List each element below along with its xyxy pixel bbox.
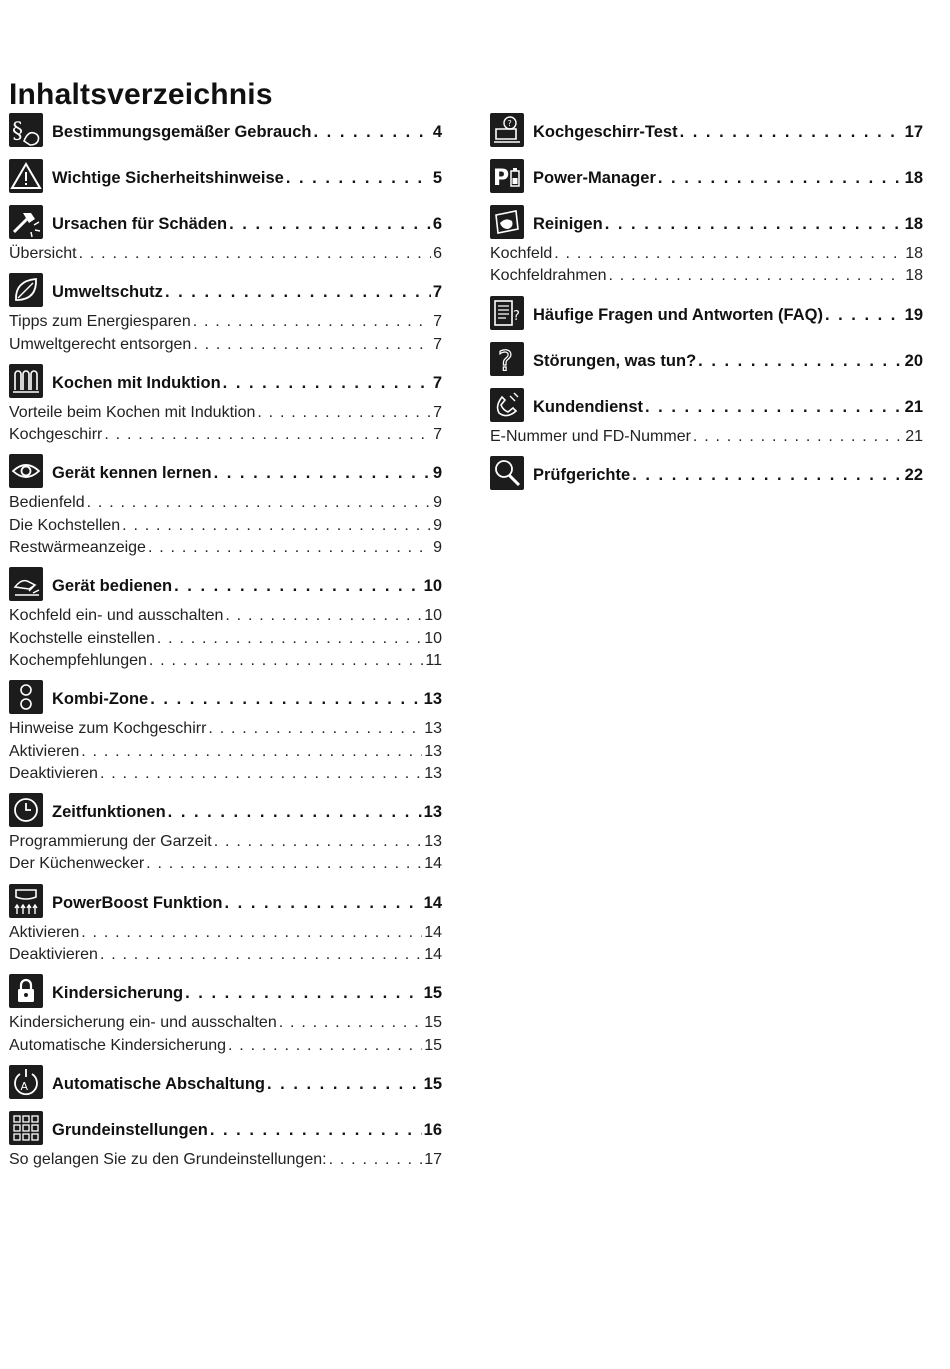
toc-section-kindersicherung: [9, 974, 442, 1057]
page-number: 17: [424, 1150, 442, 1168]
page-number: 17: [904, 123, 923, 141]
leader-dots: [680, 123, 903, 142]
entry-label: Grundeinstellungen: [52, 1120, 208, 1139]
leader-dots: [87, 492, 431, 514]
toc-subentry-link[interactable]: [9, 944, 442, 966]
toc-left-column: [9, 113, 442, 1179]
question-mark-icon: [490, 342, 524, 376]
page-number: 15: [423, 1074, 442, 1093]
leader-dots: [225, 894, 422, 913]
leader-dots: [229, 215, 431, 234]
page-number: 18: [904, 169, 923, 187]
leader-dots: [150, 690, 421, 709]
leader-dots: [314, 123, 431, 142]
hammer-damage-icon: [9, 205, 43, 239]
entry-label: Bedienfeld: [9, 494, 85, 512]
eye-icon: [9, 454, 43, 488]
page-number: 21: [904, 397, 923, 416]
entry-label: Übersicht: [9, 245, 77, 262]
toc-section-power-manager: [490, 159, 923, 197]
leader-dots: [223, 374, 431, 393]
section-heading: [490, 342, 923, 380]
page-number: 14: [423, 893, 442, 912]
entry-label: Aktivieren: [9, 742, 80, 760]
section-heading: [9, 680, 442, 718]
section-heading: [490, 388, 923, 426]
toc-heading-link[interactable]: [533, 466, 923, 485]
page-number: 13: [424, 764, 442, 782]
toc-subentry-link[interactable]: [9, 243, 442, 265]
toc-section-kundendienst: [490, 388, 923, 448]
entry-label: Die Kochstellen: [9, 516, 121, 534]
leader-dots: [214, 464, 431, 483]
toc-heading-link[interactable]: [52, 123, 442, 142]
entry-label: Umweltgerecht entsorgen: [9, 335, 192, 353]
page-number: 11: [425, 651, 442, 669]
leader-dots: [210, 1121, 422, 1140]
entry-label: E-Nummer und FD-Nummer: [490, 427, 691, 445]
page-number: 6: [433, 245, 442, 262]
entry-label: Häufige Fragen und Antworten (FAQ): [533, 305, 823, 324]
toc-section-powerboost-funktion: [9, 884, 442, 967]
leader-dots: [81, 741, 422, 763]
leader-dots: [168, 803, 422, 822]
leader-dots: [605, 215, 903, 234]
leader-dots: [632, 466, 902, 485]
toc-subentry-link[interactable]: [9, 650, 442, 672]
toc-heading-link[interactable]: [52, 215, 442, 234]
page-number: 7: [433, 313, 442, 331]
grid-settings-icon: [9, 1111, 43, 1145]
entry-label: Deaktivieren: [9, 764, 98, 782]
toc-heading-link[interactable]: [533, 398, 923, 417]
leader-dots: [165, 283, 431, 302]
entry-label: Kochgeschirr-Test: [533, 123, 678, 141]
entry-label: Zeitfunktionen: [52, 803, 166, 822]
section-heading: [9, 884, 442, 922]
leader-dots: [104, 424, 431, 446]
toc-subentry-link[interactable]: [9, 628, 442, 650]
entry-label: Kochfeld ein- und ausschalten: [9, 607, 224, 625]
entry-label: Kochfeldrahmen: [490, 267, 607, 285]
svg-text:P: P: [493, 166, 510, 191]
page-number: 19: [904, 305, 923, 324]
entry-label: Ursachen für Schäden: [52, 215, 228, 233]
lock-icon: [9, 974, 43, 1008]
warning-triangle-icon: [9, 159, 43, 193]
entry-label: Reinigen: [533, 215, 603, 233]
toc-heading-link[interactable]: [52, 803, 442, 822]
toc-section-haufige-fragen-und-antworten-faq: [490, 296, 923, 334]
leader-dots: [698, 352, 902, 371]
toc-section-prufgerichte: [490, 456, 923, 494]
toc-heading-link[interactable]: [52, 464, 442, 483]
leader-dots: [149, 650, 424, 672]
entry-label: Kochfeld: [490, 245, 553, 262]
toc-subentry-link[interactable]: [9, 334, 442, 356]
leaf-icon: [9, 273, 43, 307]
entry-label: Gerät kennen lernen: [52, 464, 212, 483]
leader-dots: [693, 426, 903, 448]
toc-subentry-link[interactable]: [9, 402, 442, 424]
toc-right-column: [490, 113, 923, 502]
page-number: 10: [424, 607, 442, 625]
entry-label: Deaktivieren: [9, 946, 98, 964]
entry-label: Automatische Kindersicherung: [9, 1036, 227, 1054]
page-number: 13: [423, 803, 442, 822]
page-number: 10: [424, 629, 442, 647]
page-number: 22: [904, 465, 923, 484]
toc-subentry-link[interactable]: [9, 741, 442, 763]
toc-subentry-link[interactable]: [9, 1012, 442, 1034]
svg-text:A: A: [20, 1079, 29, 1093]
toc-subentry-link[interactable]: [9, 831, 442, 853]
page-number: 18: [905, 267, 923, 285]
toc-subentry-link[interactable]: [490, 243, 923, 265]
section-heading: [9, 205, 442, 243]
section-heading: [9, 273, 442, 311]
entry-label: Wichtige Sicherheitshinweise: [52, 169, 284, 187]
toc-section-wichtige-sicherheitshinweise: [9, 159, 442, 197]
page-number: 6: [432, 215, 442, 233]
toc-section-automatische-abschaltung: [9, 1065, 442, 1103]
section-heading: [490, 456, 923, 494]
leader-dots: [193, 334, 431, 356]
section-heading: [490, 205, 923, 243]
section-heading: [490, 296, 923, 334]
faq-document-icon: [490, 296, 524, 330]
page-number: 9: [433, 494, 442, 512]
leader-dots: [100, 763, 422, 785]
leader-dots: [329, 1149, 423, 1171]
cleaning-cloth-icon: [490, 205, 524, 239]
toc-subentry-link[interactable]: [9, 492, 442, 514]
toc-section-bestimmungsgemasser-gebrauch: [9, 113, 442, 151]
page-number: 21: [905, 427, 923, 445]
entry-label: Kochen mit Induktion: [52, 373, 221, 392]
toc-heading-link[interactable]: [52, 690, 442, 709]
page-number: 7: [433, 335, 442, 353]
entry-label: Vorteile beim Kochen mit Induktion: [9, 403, 256, 421]
toc-subentry-link[interactable]: [9, 424, 442, 446]
leader-dots: [257, 402, 431, 424]
page-number: 15: [423, 984, 442, 1003]
page-number: 14: [424, 923, 442, 941]
page-number: 14: [424, 855, 442, 873]
entry-label: Umweltschutz: [52, 283, 163, 302]
leader-dots: [146, 853, 422, 875]
toc-heading-link[interactable]: [52, 984, 442, 1003]
toc-heading-link[interactable]: [533, 123, 923, 142]
page-number: 5: [432, 169, 442, 187]
magnifier-icon: [490, 456, 524, 490]
leader-dots: [81, 922, 422, 944]
svg-text:?: ?: [513, 308, 520, 324]
toc-heading-link[interactable]: [52, 1121, 442, 1140]
toc-section-grundeinstellungen: [9, 1111, 442, 1171]
toc-subentry-link[interactable]: [9, 922, 442, 944]
entry-label: Kundendienst: [533, 397, 643, 416]
section-heading: [9, 974, 442, 1012]
entry-label: Störungen, was tun?: [533, 351, 697, 370]
page-number: 4: [432, 123, 442, 141]
powerboost-pot-icon: [9, 884, 43, 918]
hand-touch-icon: [9, 567, 43, 601]
leader-dots: [100, 944, 422, 966]
entry-label: Kindersicherung: [52, 984, 184, 1003]
section-heading: [9, 454, 442, 492]
toc-section-kochgeschirr-test: [490, 113, 923, 151]
page-number: 7: [432, 283, 442, 302]
toc-heading-link[interactable]: [533, 215, 923, 234]
toc-subentry-link[interactable]: [490, 265, 923, 287]
entry-label: Gerät bedienen: [52, 577, 173, 596]
section-heading: [9, 567, 442, 605]
svg-text:§: §: [12, 119, 23, 144]
cookware-test-icon: [490, 113, 524, 147]
entry-label: Kindersicherung ein- und ausschalten: [9, 1014, 277, 1032]
toc-section-kombi-zone: [9, 680, 442, 785]
page-number: 16: [423, 1120, 442, 1139]
toc-section-umweltschutz: [9, 273, 442, 356]
entry-label: Tipps zum Energiesparen: [9, 313, 191, 331]
toc-subentry-link[interactable]: [9, 311, 442, 333]
toc-heading-link[interactable]: [533, 169, 923, 188]
toc-heading-link[interactable]: [52, 169, 442, 188]
toc-subentry-link[interactable]: [9, 515, 442, 537]
toc-subentry-link[interactable]: [9, 718, 442, 740]
svg-text:?: ?: [507, 119, 512, 128]
svg-text:?: ?: [498, 343, 513, 376]
section-heading: [9, 159, 442, 197]
leader-dots: [609, 265, 904, 287]
toc-subentry-link[interactable]: [9, 853, 442, 875]
leader-dots: [658, 169, 903, 188]
entry-label: Prüfgerichte: [533, 465, 631, 484]
page-number: 13: [424, 833, 442, 851]
toc-heading-link[interactable]: [533, 306, 923, 325]
page-number: 9: [433, 539, 442, 557]
toc-subentry-link[interactable]: [9, 605, 442, 627]
leader-dots: [79, 243, 432, 265]
page-number: 7: [433, 403, 442, 421]
page-number: 10: [423, 577, 442, 596]
leader-dots: [279, 1012, 422, 1034]
paragraph-hand-icon: [9, 113, 43, 147]
page-number: 13: [424, 720, 442, 738]
section-heading: [490, 159, 923, 197]
page-number: 15: [424, 1014, 442, 1032]
leader-dots: [554, 243, 903, 265]
toc-subentry-link[interactable]: [9, 763, 442, 785]
entry-label: Automatische Abschaltung: [52, 1074, 265, 1093]
toc-section-zeitfunktionen: [9, 793, 442, 876]
entry-label: Kombi-Zone: [52, 690, 149, 709]
toc-subentry-link[interactable]: [9, 537, 442, 559]
entry-label: Power-Manager: [533, 169, 656, 187]
leader-dots: [122, 515, 431, 537]
leader-dots: [267, 1075, 422, 1094]
page-number: 14: [424, 946, 442, 964]
leader-dots: [208, 718, 422, 740]
leader-dots: [214, 831, 422, 853]
page-number: 18: [904, 215, 923, 233]
auto-power-off-icon: [9, 1065, 43, 1099]
entry-label: Kochstelle einstellen: [9, 629, 155, 647]
entry-label: PowerBoost Funktion: [52, 893, 223, 912]
section-heading: [9, 1111, 442, 1149]
page-number: 13: [423, 690, 442, 709]
toc-subentry-link[interactable]: [9, 1149, 442, 1171]
section-heading: [9, 793, 442, 831]
entry-label: Programmierung der Garzeit: [9, 833, 212, 851]
toc-subentry-link[interactable]: [490, 426, 923, 448]
toc-section-storungen-was-tun: [490, 342, 923, 380]
leader-dots: [228, 1035, 422, 1057]
entry-label: Kochgeschirr: [9, 426, 103, 444]
page-number: 7: [433, 426, 442, 444]
leader-dots: [645, 398, 903, 417]
page-number: 13: [424, 742, 442, 760]
power-manager-icon: [490, 159, 524, 193]
section-heading: [9, 113, 442, 151]
section-heading: [9, 1065, 442, 1103]
toc-heading-link[interactable]: [52, 374, 442, 393]
leader-dots: [148, 537, 431, 559]
entry-label: Hinweise zum Kochgeschirr: [9, 720, 207, 738]
toc-heading-link[interactable]: [52, 894, 442, 913]
leader-dots: [174, 577, 422, 596]
leader-dots: [825, 306, 903, 325]
toc-section-kochen-mit-induktion: [9, 364, 442, 447]
clock-icon: [9, 793, 43, 827]
page-number: 15: [424, 1036, 442, 1054]
page-title: Inhaltsverzeichnis: [9, 78, 273, 112]
section-heading: [490, 113, 923, 151]
page-number: 9: [432, 464, 442, 483]
leader-dots: [225, 605, 422, 627]
page-number: 20: [904, 351, 923, 370]
toc-section-reinigen: [490, 205, 923, 288]
entry-label: Der Küchenwecker: [9, 855, 145, 873]
leader-dots: [286, 169, 431, 188]
toc-heading-link[interactable]: [52, 1075, 442, 1094]
entry-label: Restwärmeanzeige: [9, 539, 146, 557]
page-number: 9: [433, 516, 442, 534]
toc-heading-link[interactable]: [52, 283, 442, 302]
entry-label: Kochempfehlungen: [9, 651, 147, 669]
phone-icon: [490, 388, 524, 422]
entry-label: Bestimmungsgemäßer Gebrauch: [52, 123, 312, 141]
leader-dots: [157, 628, 422, 650]
toc-heading-link[interactable]: [52, 577, 442, 596]
page-number: 18: [905, 245, 923, 262]
toc-section-gerat-bedienen: [9, 567, 442, 672]
toc-heading-link[interactable]: [533, 352, 923, 371]
leader-dots: [193, 311, 431, 333]
entry-label: Aktivieren: [9, 923, 80, 941]
entry-label: So gelangen Sie zu den Grundeinstellungen:: [9, 1150, 327, 1168]
combi-zone-icon: [9, 680, 43, 714]
induction-coil-icon: [9, 364, 43, 398]
leader-dots: [185, 984, 422, 1003]
toc-section-gerat-kennen-lernen: [9, 454, 442, 559]
page-number: 7: [432, 373, 442, 392]
toc-section-ursachen-fur-schaden: [9, 205, 442, 265]
section-heading: [9, 364, 442, 402]
toc-subentry-link[interactable]: [9, 1035, 442, 1057]
